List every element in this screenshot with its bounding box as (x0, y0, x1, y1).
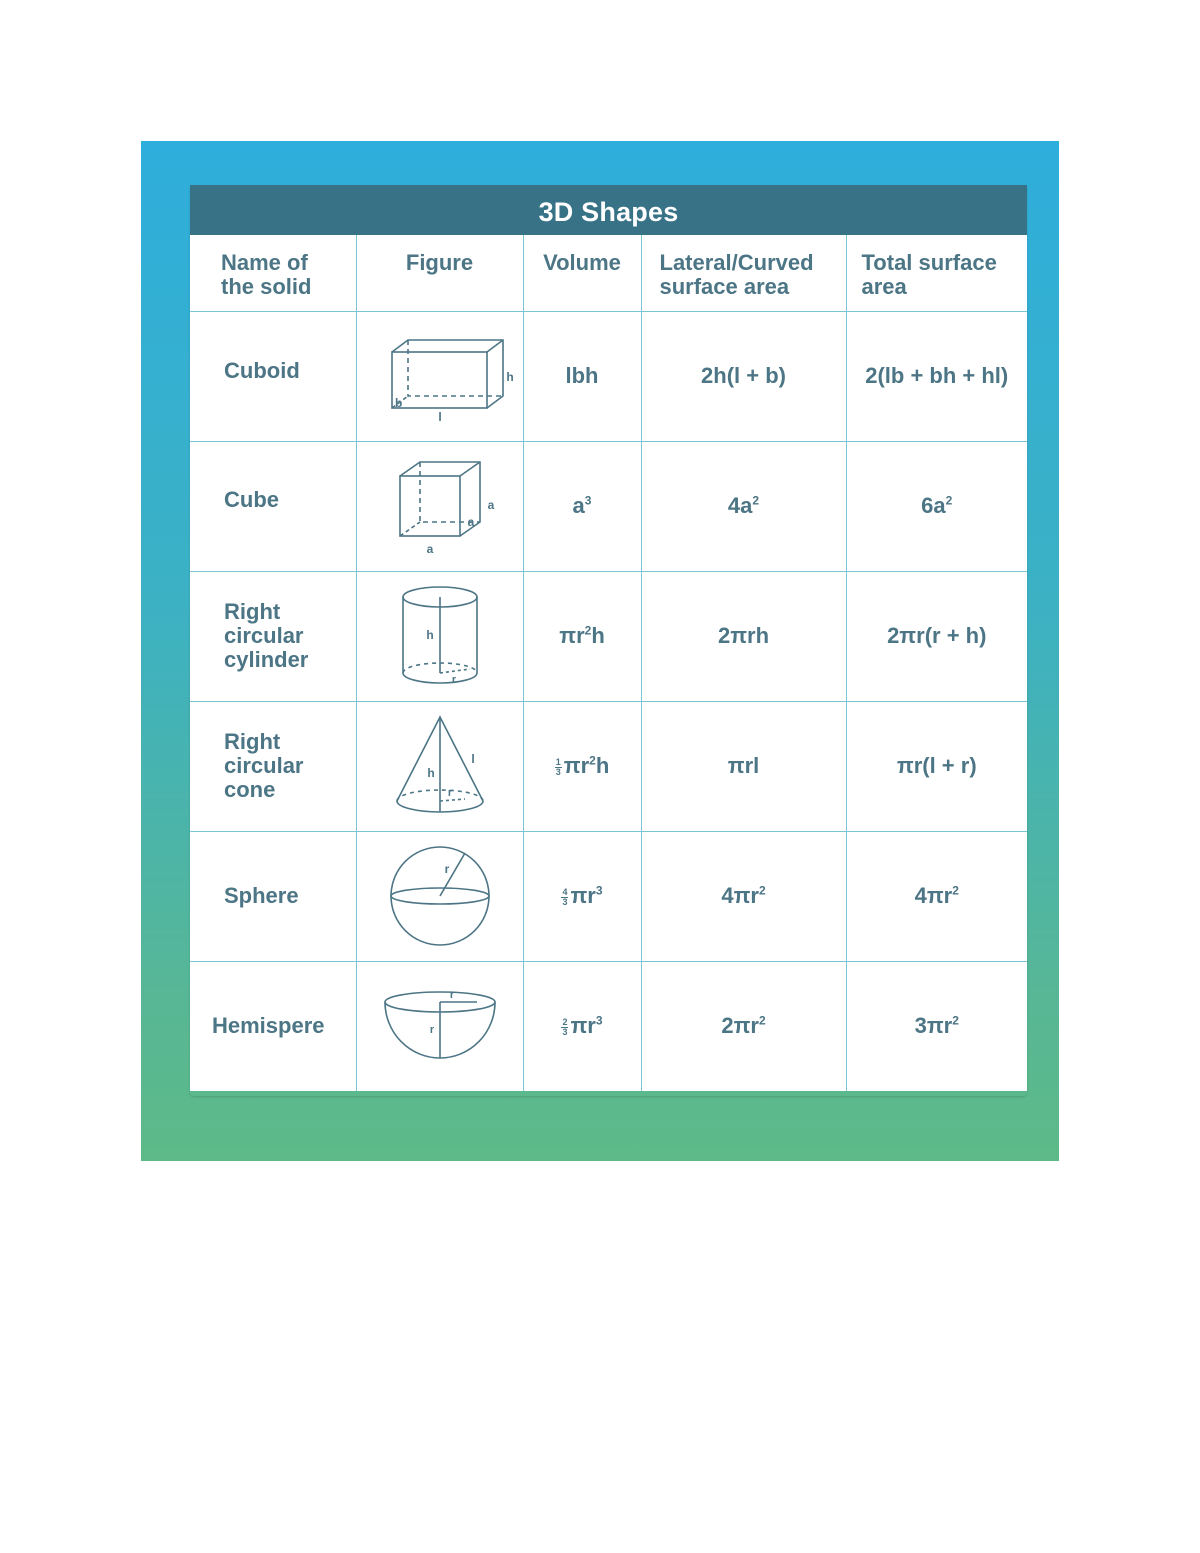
cube-figure (380, 454, 500, 558)
solid-name-line: Hemispere (212, 1013, 325, 1038)
total-formula: πr(l + r) (846, 701, 1027, 831)
dimension-label: r (447, 787, 452, 799)
header-total (846, 235, 1027, 311)
header-total-line2: area (861, 274, 907, 299)
table-row (190, 441, 1027, 571)
total-formula: $6a^2$ (846, 441, 1027, 571)
solid-name (190, 961, 356, 1091)
figure-cell (356, 311, 523, 441)
table-row (190, 701, 1027, 831)
dimension-label: b (394, 396, 402, 410)
volume-formula: $\pi r^2h$ (523, 571, 641, 701)
dimension-label: a (487, 498, 494, 512)
total-formula: $3\pi r^2$ (846, 961, 1027, 1091)
total-formula: 2(lb + bh + hl) (846, 311, 1027, 441)
shapes-card (141, 141, 1059, 1161)
solid-name (190, 831, 356, 961)
dimension-label: h (426, 766, 435, 780)
formula-table-container (190, 185, 1027, 1096)
header-figure: Figure (356, 235, 523, 311)
header-lateral-line1: Lateral/Curved (659, 250, 814, 275)
solid-name-line: cylinder (224, 647, 309, 672)
total-formula: $4\pi r^2$ (846, 831, 1027, 961)
solid-name-line: circular (224, 623, 304, 648)
table-row (190, 831, 1027, 961)
lateral-formula: 2πrh (641, 571, 846, 701)
table-row (190, 571, 1027, 701)
sphere-figure (385, 841, 495, 951)
header-volume: Volume (523, 235, 641, 311)
dimension-label: r (449, 989, 454, 1001)
solid-name (190, 701, 356, 831)
dimension-label: a (426, 542, 433, 556)
dimension-label: h (505, 370, 514, 384)
hemisphere-figure (382, 988, 498, 1064)
figure-cell (356, 571, 523, 701)
header-total-line1: Total surface (861, 250, 997, 275)
cuboid-figure (370, 326, 514, 426)
header-name-line2: the solid (221, 274, 312, 299)
figure-cell (356, 961, 523, 1091)
volume-formula: $\frac{2}{3}$ $\pi r^3$ (523, 961, 641, 1091)
formula-table (190, 235, 1027, 1091)
dimension-label: h (425, 628, 434, 642)
lateral-formula: $4\pi r^2$ (641, 831, 846, 961)
solid-name (190, 441, 356, 571)
header-name-line1: Name of (221, 250, 308, 275)
header-lateral (641, 235, 846, 311)
solid-name (190, 311, 356, 441)
volume-formula: lbh (523, 311, 641, 441)
solid-name-line: Sphere (224, 883, 299, 908)
figure-cell (356, 441, 523, 571)
lateral-formula: $4a^2$ (641, 441, 846, 571)
solid-name-line: circular (224, 753, 304, 778)
volume-formula: $a^3$ (523, 441, 641, 571)
dimension-label: l (470, 752, 475, 766)
cone-figure (385, 709, 495, 823)
table-title: 3D Shapes (190, 185, 1027, 235)
volume-formula: $\frac{1}{3}$ $\pi r^2h$ (523, 701, 641, 831)
solid-name-line: Cuboid (224, 357, 300, 383)
table-row (190, 311, 1027, 441)
dimension-label: r (451, 674, 456, 686)
solid-name (190, 571, 356, 701)
table-row (190, 961, 1027, 1091)
dimension-label: l (437, 410, 442, 424)
solid-name-line: Right (224, 729, 281, 754)
figure-cell (356, 701, 523, 831)
lateral-formula: 2h(l + b) (641, 311, 846, 441)
header-row (190, 235, 1027, 311)
header-name (190, 235, 356, 311)
solid-name-line: Cube (224, 486, 279, 512)
lateral-formula: $2\pi r^2$ (641, 961, 846, 1091)
dimension-label: r (429, 1024, 434, 1036)
volume-formula: $\frac{4}{3}$ $\pi r^3$ (523, 831, 641, 961)
dimension-label: a (467, 515, 474, 529)
lateral-formula: πrl (641, 701, 846, 831)
solid-name-line: cone (224, 777, 276, 802)
total-formula: 2πr(r + h) (846, 571, 1027, 701)
solid-name-line: Right (224, 599, 281, 624)
header-lateral-line2: surface area (659, 274, 790, 299)
dimension-label: r (444, 862, 449, 876)
figure-cell (356, 831, 523, 961)
cylinder-figure (390, 581, 490, 691)
